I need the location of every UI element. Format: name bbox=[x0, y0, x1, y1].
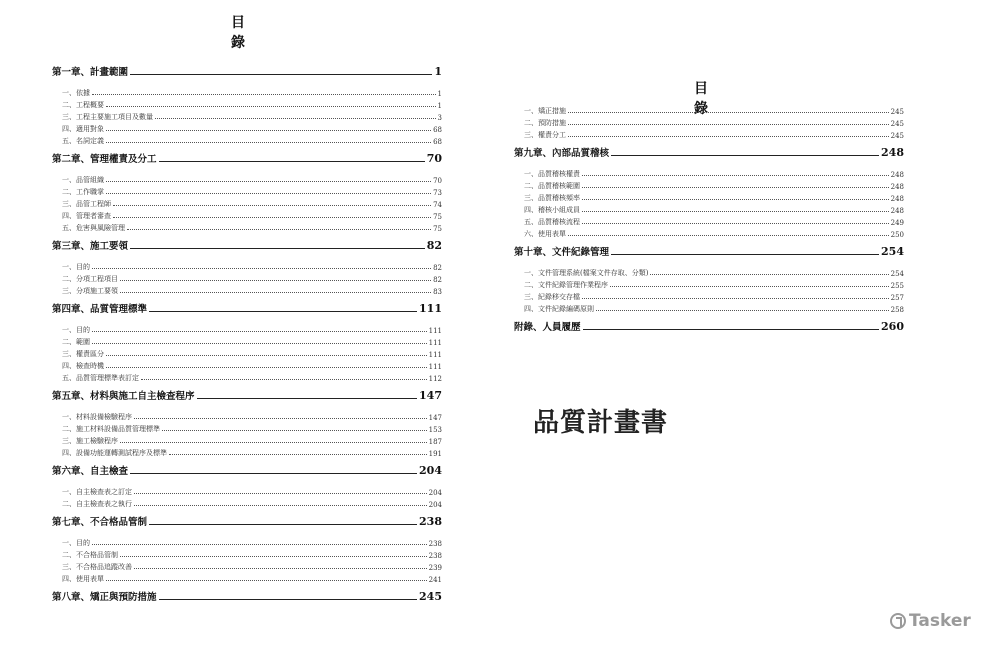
toc-entry-label: 一、材料設備檢驗程序 bbox=[62, 413, 132, 421]
toc-entry-label: 五、名詞定義 bbox=[62, 137, 104, 145]
toc-dot-leader bbox=[134, 418, 427, 419]
toc-right-list bbox=[514, 104, 904, 341]
toc-dot-leader bbox=[610, 286, 889, 287]
toc-entry-page-number: 254 bbox=[881, 245, 904, 258]
toc-entry-label: 二、品質稽核範圍 bbox=[524, 182, 580, 190]
toc-entry-label: 附錄、人員履歷 bbox=[514, 322, 581, 333]
toc-entry-page-number: 254 bbox=[890, 270, 904, 278]
toc-chapter-entry bbox=[52, 388, 442, 402]
toc-item-entry bbox=[52, 347, 442, 359]
toc-entry-page-number: 204 bbox=[428, 501, 442, 509]
toc-dot-leader bbox=[113, 217, 431, 218]
toc-chapter-entry bbox=[52, 589, 442, 603]
toc-entry-label: 一、依據 bbox=[62, 89, 90, 97]
toc-dot-leader bbox=[92, 268, 431, 269]
toc-entry-page-number: 147 bbox=[419, 389, 442, 402]
toc-item-entry bbox=[514, 128, 904, 140]
toc-dot-leader bbox=[92, 544, 427, 545]
watermark-text: Tasker bbox=[909, 611, 971, 631]
toc-entry-page-number: 187 bbox=[428, 438, 442, 446]
toc-entry-label: 第十章、文件紀錄管理 bbox=[514, 247, 610, 258]
toc-item-entry bbox=[52, 359, 442, 371]
toc-item-entry bbox=[52, 134, 442, 146]
toc-entry-page-number: 3 bbox=[437, 114, 442, 122]
toc-dot-leader bbox=[650, 274, 888, 275]
toc-entry-label: 第八章、矯正與預防措施 bbox=[52, 592, 157, 603]
toc-entry-label: 三、不合格品追蹤改善 bbox=[62, 563, 132, 571]
document-title: 品質計畫書 bbox=[533, 408, 669, 438]
toc-entry-label: 三、工程主要施工項目及數量 bbox=[62, 113, 153, 121]
toc-entry-label: 三、權責區分 bbox=[62, 350, 104, 358]
toc-entry-label: 四、檢查時機 bbox=[62, 362, 104, 370]
toc-item-entry bbox=[52, 110, 442, 122]
toc-item-entry bbox=[514, 290, 904, 302]
toc-dot-leader bbox=[162, 430, 427, 431]
toc-right-title: 目錄 bbox=[694, 81, 710, 117]
toc-entry-label: 第九章、內部品質稽核 bbox=[514, 148, 610, 159]
toc-item-entry bbox=[52, 122, 442, 134]
toc-dot-leader bbox=[583, 329, 880, 330]
toc-entry-page-number: 111 bbox=[428, 363, 442, 371]
toc-entry-page-number: 75 bbox=[433, 225, 442, 233]
toc-dot-leader bbox=[120, 556, 427, 557]
toc-item-entry bbox=[52, 185, 442, 197]
toc-left-title: 目錄 bbox=[231, 15, 247, 51]
toc-entry-page-number: 1 bbox=[437, 102, 442, 110]
toc-item-entry bbox=[52, 548, 442, 560]
toc-dot-leader bbox=[92, 343, 427, 344]
toc-chapter-entry bbox=[514, 145, 904, 159]
toc-entry-page-number: 73 bbox=[433, 189, 442, 197]
toc-entry-page-number: 248 bbox=[881, 146, 904, 159]
toc-entry-page-number: 111 bbox=[419, 302, 442, 315]
toc-chapter-entry bbox=[514, 319, 904, 333]
toc-chapter-entry bbox=[514, 244, 904, 258]
toc-entry-label: 四、設備功能運轉測試程序及標準 bbox=[62, 449, 167, 457]
toc-entry-page-number: 1 bbox=[437, 90, 442, 98]
toc-entry-label: 第二章、管理權責及分工 bbox=[52, 154, 157, 165]
toc-dot-leader bbox=[106, 355, 427, 356]
toc-dot-leader bbox=[169, 454, 427, 455]
toc-item-entry bbox=[52, 572, 442, 584]
toc-entry-label: 四、使用表單 bbox=[62, 575, 104, 583]
toc-entry-label: 二、工作職掌 bbox=[62, 188, 104, 196]
toc-dot-leader bbox=[582, 211, 889, 212]
toc-dot-leader bbox=[568, 136, 889, 137]
toc-dot-leader bbox=[113, 205, 431, 206]
toc-item-entry bbox=[52, 272, 442, 284]
toc-entry-label: 二、分項工程項目 bbox=[62, 275, 118, 283]
toc-chapter-entry bbox=[52, 238, 442, 252]
toc-entry-page-number: 112 bbox=[428, 375, 442, 383]
toc-chapter-entry bbox=[52, 64, 442, 78]
toc-entry-label: 二、自主檢查表之執行 bbox=[62, 500, 132, 508]
toc-entry-label: 三、施工檢驗程序 bbox=[62, 437, 118, 445]
toc-entry-label: 一、目的 bbox=[62, 263, 90, 271]
tasker-logo-icon bbox=[890, 613, 906, 629]
toc-entry-label: 二、工程概要 bbox=[62, 101, 104, 109]
toc-dot-leader bbox=[120, 280, 431, 281]
toc-entry-page-number: 245 bbox=[890, 108, 904, 116]
toc-item-entry bbox=[514, 227, 904, 239]
toc-dot-leader bbox=[106, 142, 431, 143]
toc-entry-page-number: 245 bbox=[419, 590, 442, 603]
toc-dot-leader bbox=[120, 442, 427, 443]
toc-entry-page-number: 257 bbox=[890, 294, 904, 302]
toc-item-entry bbox=[514, 266, 904, 278]
toc-item-entry bbox=[514, 302, 904, 314]
toc-entry-page-number: 255 bbox=[890, 282, 904, 290]
toc-entry-label: 一、自主檢查表之訂定 bbox=[62, 488, 132, 496]
toc-entry-page-number: 83 bbox=[433, 288, 442, 296]
toc-entry-page-number: 70 bbox=[433, 177, 442, 185]
toc-entry-label: 三、分項施工要領 bbox=[62, 287, 118, 295]
toc-dot-leader bbox=[149, 524, 417, 525]
toc-entry-page-number: 248 bbox=[890, 207, 904, 215]
toc-entry-page-number: 238 bbox=[428, 552, 442, 560]
toc-item-entry bbox=[52, 497, 442, 509]
toc-item-entry bbox=[514, 215, 904, 227]
toc-entry-label: 二、文件紀錄管理作業程序 bbox=[524, 281, 608, 289]
toc-entry-label: 一、文件管理系統(檔案文件存取、分類) bbox=[524, 269, 649, 277]
toc-dot-leader bbox=[568, 124, 889, 125]
toc-item-entry bbox=[52, 371, 442, 383]
toc-chapter-entry bbox=[52, 463, 442, 477]
toc-entry-label: 三、紀錄移交存檔 bbox=[524, 293, 580, 301]
toc-entry-page-number: 239 bbox=[428, 564, 442, 572]
toc-dot-leader bbox=[106, 181, 431, 182]
toc-entry-label: 五、品質管理標準表訂定 bbox=[62, 374, 139, 382]
toc-entry-label: 三、權責分工 bbox=[524, 131, 566, 139]
toc-dot-leader bbox=[611, 155, 879, 156]
toc-entry-page-number: 68 bbox=[433, 126, 442, 134]
toc-entry-page-number: 82 bbox=[433, 264, 442, 272]
toc-entry-page-number: 153 bbox=[428, 426, 442, 434]
toc-entry-page-number: 250 bbox=[890, 231, 904, 239]
toc-entry-page-number: 245 bbox=[890, 132, 904, 140]
toc-item-entry bbox=[52, 485, 442, 497]
toc-entry-label: 第五章、材料與施工自主檢查程序 bbox=[52, 391, 195, 402]
toc-dot-leader bbox=[197, 398, 418, 399]
toc-entry-page-number: 258 bbox=[890, 306, 904, 314]
toc-entry-page-number: 245 bbox=[890, 120, 904, 128]
toc-dot-leader bbox=[134, 505, 427, 506]
toc-dot-leader bbox=[149, 311, 417, 312]
toc-dot-leader bbox=[134, 568, 427, 569]
toc-entry-page-number: 82 bbox=[426, 239, 442, 252]
toc-entry-page-number: 68 bbox=[433, 138, 442, 146]
toc-entry-label: 四、稽核小組成員 bbox=[524, 206, 580, 214]
toc-entry-label: 二、不合格品管制 bbox=[62, 551, 118, 559]
toc-dot-leader bbox=[155, 118, 436, 119]
toc-entry-page-number: 248 bbox=[890, 195, 904, 203]
toc-item-entry bbox=[514, 167, 904, 179]
toc-dot-leader bbox=[582, 223, 889, 224]
toc-dot-leader bbox=[106, 130, 431, 131]
toc-entry-label: 四、管理者審查 bbox=[62, 212, 111, 220]
toc-entry-label: 二、預防措施 bbox=[524, 119, 566, 127]
toc-entry-page-number: 248 bbox=[890, 171, 904, 179]
toc-dot-leader bbox=[159, 599, 418, 600]
toc-entry-label: 二、施工材料設備品質管理標準 bbox=[62, 425, 160, 433]
toc-entry-label: 一、品質稽核權責 bbox=[524, 170, 580, 178]
toc-entry-page-number: 238 bbox=[419, 515, 442, 528]
toc-dot-leader bbox=[92, 94, 436, 95]
toc-dot-leader bbox=[106, 580, 427, 581]
toc-entry-label: 一、矯正措施 bbox=[524, 107, 566, 115]
toc-item-entry bbox=[52, 434, 442, 446]
toc-entry-label: 三、品質稽核頻率 bbox=[524, 194, 580, 202]
toc-left-list bbox=[52, 64, 442, 611]
toc-dot-leader bbox=[134, 493, 427, 494]
toc-dot-leader bbox=[582, 175, 889, 176]
toc-chapter-entry bbox=[52, 151, 442, 165]
toc-dot-leader bbox=[92, 331, 427, 332]
watermark bbox=[890, 611, 971, 631]
toc-item-entry bbox=[52, 335, 442, 347]
toc-entry-label: 一、品管組織 bbox=[62, 176, 104, 184]
toc-item-entry bbox=[52, 560, 442, 572]
toc-dot-leader bbox=[106, 367, 427, 368]
toc-dot-leader bbox=[568, 112, 889, 113]
toc-entry-label: 第一章、計畫範圍 bbox=[52, 67, 129, 78]
toc-item-entry bbox=[514, 179, 904, 191]
toc-item-entry bbox=[52, 446, 442, 458]
toc-dot-leader bbox=[141, 379, 427, 380]
toc-dot-leader bbox=[582, 199, 889, 200]
toc-item-entry bbox=[52, 536, 442, 548]
toc-entry-page-number: 241 bbox=[428, 576, 442, 584]
toc-dot-leader bbox=[611, 254, 879, 255]
toc-entry-label: 四、適用對象 bbox=[62, 125, 104, 133]
toc-entry-label: 第六章、自主檢查 bbox=[52, 466, 129, 477]
toc-item-entry bbox=[52, 197, 442, 209]
toc-entry-label: 一、目的 bbox=[62, 539, 90, 547]
toc-entry-label: 第四章、品質管理標準 bbox=[52, 304, 148, 315]
toc-entry-page-number: 204 bbox=[428, 489, 442, 497]
toc-entry-page-number: 82 bbox=[433, 276, 442, 284]
toc-entry-page-number: 74 bbox=[433, 201, 442, 209]
toc-entry-page-number: 191 bbox=[428, 450, 442, 458]
toc-chapter-entry bbox=[52, 301, 442, 315]
toc-entry-page-number: 111 bbox=[428, 351, 442, 359]
toc-chapter-entry bbox=[52, 514, 442, 528]
toc-dot-leader bbox=[130, 74, 432, 75]
toc-dot-leader bbox=[127, 229, 431, 230]
toc-item-entry bbox=[514, 203, 904, 215]
toc-item-entry bbox=[52, 173, 442, 185]
toc-entry-page-number: 238 bbox=[428, 540, 442, 548]
toc-entry-label: 六、使用表單 bbox=[524, 230, 566, 238]
toc-dot-leader bbox=[106, 193, 431, 194]
toc-item-entry bbox=[52, 98, 442, 110]
toc-dot-leader bbox=[106, 106, 436, 107]
toc-entry-label: 五、品質稽核流程 bbox=[524, 218, 580, 226]
toc-dot-leader bbox=[568, 235, 889, 236]
toc-item-entry bbox=[514, 278, 904, 290]
toc-dot-leader bbox=[130, 473, 417, 474]
toc-item-entry bbox=[514, 191, 904, 203]
toc-entry-page-number: 204 bbox=[419, 464, 442, 477]
toc-entry-page-number: 248 bbox=[890, 183, 904, 191]
toc-entry-page-number: 147 bbox=[428, 414, 442, 422]
toc-entry-page-number: 260 bbox=[881, 320, 904, 333]
toc-entry-page-number: 111 bbox=[428, 327, 442, 335]
toc-item-entry bbox=[52, 422, 442, 434]
toc-item-entry bbox=[52, 221, 442, 233]
toc-entry-label: 二、範圍 bbox=[62, 338, 90, 346]
toc-item-entry bbox=[52, 260, 442, 272]
toc-entry-page-number: 111 bbox=[428, 339, 442, 347]
toc-dot-leader bbox=[159, 161, 425, 162]
toc-entry-label: 五、危害與風險管理 bbox=[62, 224, 125, 232]
toc-entry-page-number: 1 bbox=[434, 65, 442, 78]
toc-entry-label: 一、目的 bbox=[62, 326, 90, 334]
toc-item-entry bbox=[52, 86, 442, 98]
toc-entry-page-number: 75 bbox=[433, 213, 442, 221]
toc-entry-page-number: 70 bbox=[426, 152, 442, 165]
toc-item-entry bbox=[52, 284, 442, 296]
toc-entry-label: 第三章、施工要領 bbox=[52, 241, 129, 252]
toc-item-entry bbox=[52, 410, 442, 422]
toc-entry-label: 第七章、不合格品管制 bbox=[52, 517, 148, 528]
toc-item-entry bbox=[52, 209, 442, 221]
toc-dot-leader bbox=[582, 298, 889, 299]
toc-entry-label: 三、品管工程師 bbox=[62, 200, 111, 208]
toc-entry-page-number: 249 bbox=[890, 219, 904, 227]
toc-item-entry bbox=[514, 116, 904, 128]
toc-dot-leader bbox=[130, 248, 425, 249]
toc-dot-leader bbox=[120, 292, 431, 293]
toc-dot-leader bbox=[596, 310, 889, 311]
toc-dot-leader bbox=[582, 187, 889, 188]
toc-item-entry bbox=[52, 323, 442, 335]
toc-entry-label: 四、文件紀錄編碼原則 bbox=[524, 305, 594, 313]
toc-item-entry bbox=[514, 104, 904, 116]
